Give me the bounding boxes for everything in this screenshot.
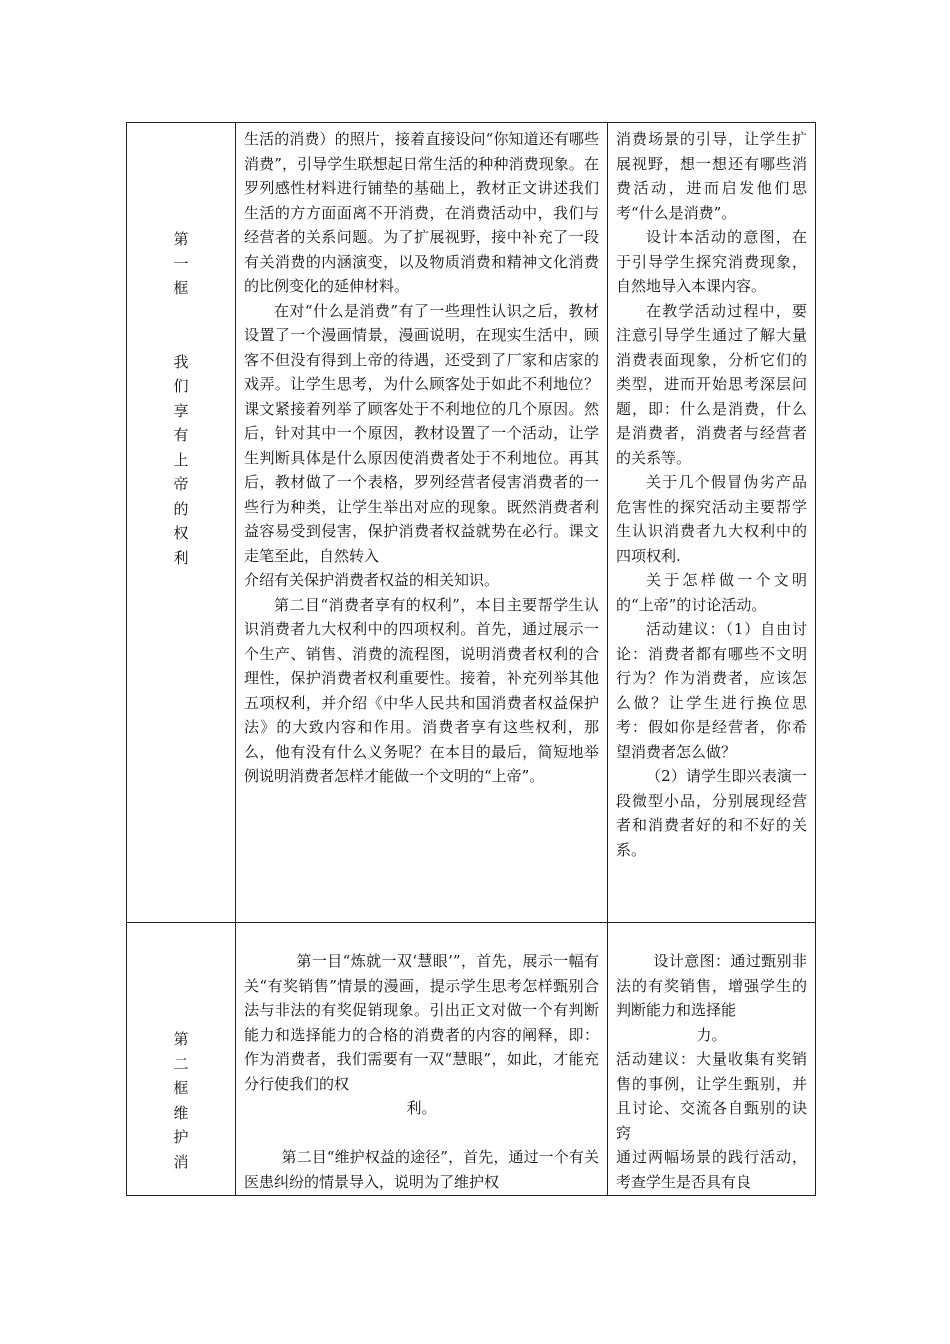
row1-note-1: 消费场景的引导，让学生扩展视野，想一想还有哪些消费活动，进而启发他们思考“什么是消费”。 [616,130,807,222]
heading-char: 们 [173,377,189,395]
row2-content-para-1: 第一目“炼就一双‘慧眼’”，首先，展示一幅有关“有奖销售”情景的漫画，提示学生思考怎样甄别合法与非法的有奖促销现象。引出正文对做一个有判断能力和选择能力的合格的消费者的内容的阐释，即：作为消费者，我们需要有一双“慧眼”，如此，才能充分行使我们的权 [244,952,599,1093]
heading-char: 护 [173,1128,189,1146]
heading-char: 第 [173,230,189,248]
row1-note-5: 关于怎样做一个文明的“上帝”的讨论活动。 [616,571,807,614]
row1-content-para-4: 第二目“消费者享有的权利”，本目主要帮学生认识消费者九大权利中的四项权利。首先，通过展示一个生产、销售、消费的流程图，说明消费者权利的合理性，保护消费者权利重要性。接着，补充列举其他五项权利，并介绍《中华人民共和国消费者权益保护法》的大致内容和作用。消费者享有这些权利，那么，他有没有什么义务呢？在本目的最后，简短地举例说明消费者怎样才能做一个文明的“上帝”。 [244,595,599,785]
row2-note-4: 通过两幅场景的践行活动，考查学生是否具有良 [616,1148,807,1191]
row1-note-7: （2）请学生即兴表演一段微型小品，分别展现经营者和消费者好的和不好的关系。 [616,767,807,859]
heading-char: 一 [173,254,189,273]
row1-note-6: 活动建议：（1）自由讨论：消费者都有哪些不文明行为？作为消费者，应该怎么做？让学生进行换位思考：假如你是经营者，你希望消费者怎么做？ [616,620,807,761]
heading-char: 第 [173,1030,189,1048]
row2-note-3: 活动建议：大量收集有奖销售的事例，让学生甄别，并且讨论、交流各自甄别的诀窍 [616,1050,807,1142]
heading-char: 我 [173,352,189,371]
heading-char: 框 [173,1079,189,1097]
heading-char: 上 [173,450,189,469]
row1-note-4: 关于几个假冒伪劣产品危害性的探究活动主要帮学生认识消费者九大权利中的四项权利. [616,473,807,565]
heading-char: 有 [173,426,189,444]
row2-note-2: 力。 [696,1025,727,1044]
row2-content-para-2: 利。 [406,1099,437,1117]
heading-char: 框 [173,279,189,297]
row1-note-3: 在教学活动过程中，要注意引导学生通过了解大量消费表面现象，分析它们的类型，进而开始思考深层问题，即：什么是消费，什么是消费者，消费者与经营者的关系等。 [616,301,807,467]
row2-heading-cell [127,923,236,1196]
row2-content-cell [236,923,608,1196]
heading-char: 帝 [173,475,189,493]
heading-char: 权 [173,524,189,542]
heading-char: 利 [173,548,189,567]
heading-char: 的 [173,499,189,518]
row1-content-para-1: 生活的消费）的照片，接着直接设问“你知道还有哪些消费”，引导学生联想起日常生活的种种消费现象。在罗列感性材料进行铺垫的基础上，教材正文讲述我们生活的方方面面离不开消费，在消费活动中，我们与经营者的关系问题。为了扩展视野，接中补充了一段有关消费的内涵演变，以及物质消费和精神文化消费的比例变化的延伸材料。 [244,130,599,295]
heading-char: 享 [173,401,189,420]
row2-note-1: 设计意图：通过甄别非法的有奖销售，增强学生的判断能力和选择能 [616,952,807,1019]
row1-content-para-2: 在对“什么是消费”有了一些理性认识之后，教材设置了一个漫画情景，漫画说明，在现实生活中，顾客不但没有得到上帝的待遇，还受到了厂家和店家的戏弄。让学生思考，为什么顾客处于如此不利地位？课文紧接着列举了顾客处于不利地位的几个原因。然后，针对其中一个原因，教材设置了一个活动，让学生判断具体是什么原因使消费者处于不利地位。再其后，教材做了一个表格，罗列经营者侵害消费者的一些行为种类，让学生举出对应的现象。既然消费者利益容易受到侵害，保护消费者权益就势在必行。课文走笔至此，自然转入 [244,301,599,565]
heading-char: 消 [173,1152,189,1171]
lesson-table [126,122,816,1196]
heading-char: 二 [173,1054,189,1073]
heading-char: 维 [173,1103,189,1122]
row1-heading-cell [127,123,236,923]
row1-note-2: 设计本活动的意图，在于引导学生探究消费现象，自然地导入本课内容。 [616,228,807,295]
row2-notes-cell [608,923,816,1196]
row1-notes-cell [608,123,816,923]
row1-content-para-3: 介绍有关保护消费者权益的相关知识。 [244,571,500,589]
row2-content-para-3: 第二目“维护权益的途径”，首先，通过一个有关医患纠纷的情景导入，说明为了维护权 [244,1148,599,1191]
row1-content-cell [236,123,608,923]
